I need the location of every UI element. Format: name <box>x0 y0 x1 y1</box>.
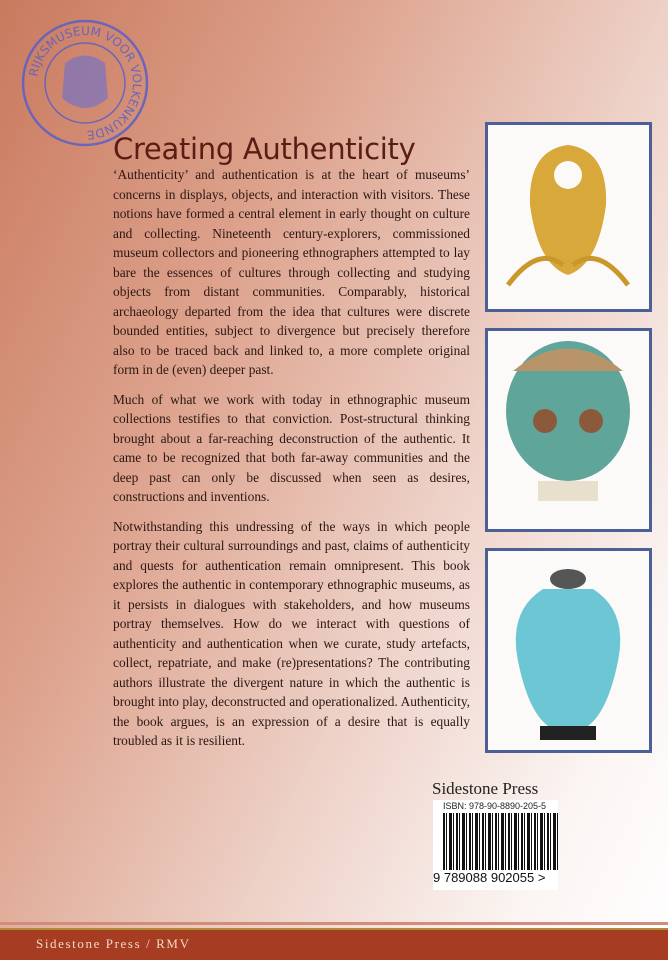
isbn-text: ISBN: 978-90-8890-205-5 <box>443 801 547 811</box>
paragraph: ‘Authenticity’ and authentication is at the heart of museums’ concerns in displays, objects, and interaction with visitors. These notions have formed a central element in early thought on culture and collecting. Nineteenth century-explorers, commissioned museum collectors and pioneering ethnographers attempted to lay bare the essences of cultures through collecting and studying objects from distant communities. Comparably, historical archaeology departed from the idea that cultures were discrete bounded entities, subject to divergence but precisely therefore also to be traced back and linked to, a more complete original form in de (even) deeper past. <box>113 167 470 377</box>
blurb <box>113 165 470 761</box>
isbn-barcode <box>433 800 558 890</box>
ean-number: 9 789088 902055 > <box>433 870 546 885</box>
turquoise-urn-photo <box>485 548 652 753</box>
barcode-bars <box>443 813 558 870</box>
publisher-name: Sidestone Press <box>432 779 539 798</box>
gold-ornament-photo <box>485 122 652 312</box>
footer-text: Sidestone Press / RMV <box>36 936 191 951</box>
paragraph: Much of what we work with today in ethnographic museum collections testifies to that conviction. Post-structural thinking brought about a far-reaching deconstruction of the authentic. It came to be recognized that both far-away communities and the deep past can only be discussed when seen as desires, constructions and inventions. <box>113 391 470 504</box>
paragraph: Notwithstanding this undressing of the ways in which people portray their cultural surroundings and past, claims of authenticity and quests for authentication remain omnipresent. This book explores the authentic in contemporary ethnographic museums, as it persists in dialogues with stakeholders, and how museums portray themselves. How do we interact with questions of authenticity and authentication when we curate, study artefacts, collect, repatriate, and make (re)presentations? The contributing authors illustrate the divergent nature in which the authentic is brought into play, deconstructed and operationalized. Authenticity, the book argues, is an expression of a desire that is equally troubled as it is resilient. <box>113 518 470 748</box>
divider <box>0 922 668 925</box>
footer-band <box>0 930 668 960</box>
svg-text:RIJKSMUSEUM VOOR VOLKENKUNDE: RIJKSMUSEUM VOOR VOLKENKUNDE <box>26 23 145 143</box>
museum-stamp <box>20 18 150 148</box>
turquoise-skull-photo <box>485 328 652 532</box>
book-title: Creating Authenticity <box>113 132 416 166</box>
